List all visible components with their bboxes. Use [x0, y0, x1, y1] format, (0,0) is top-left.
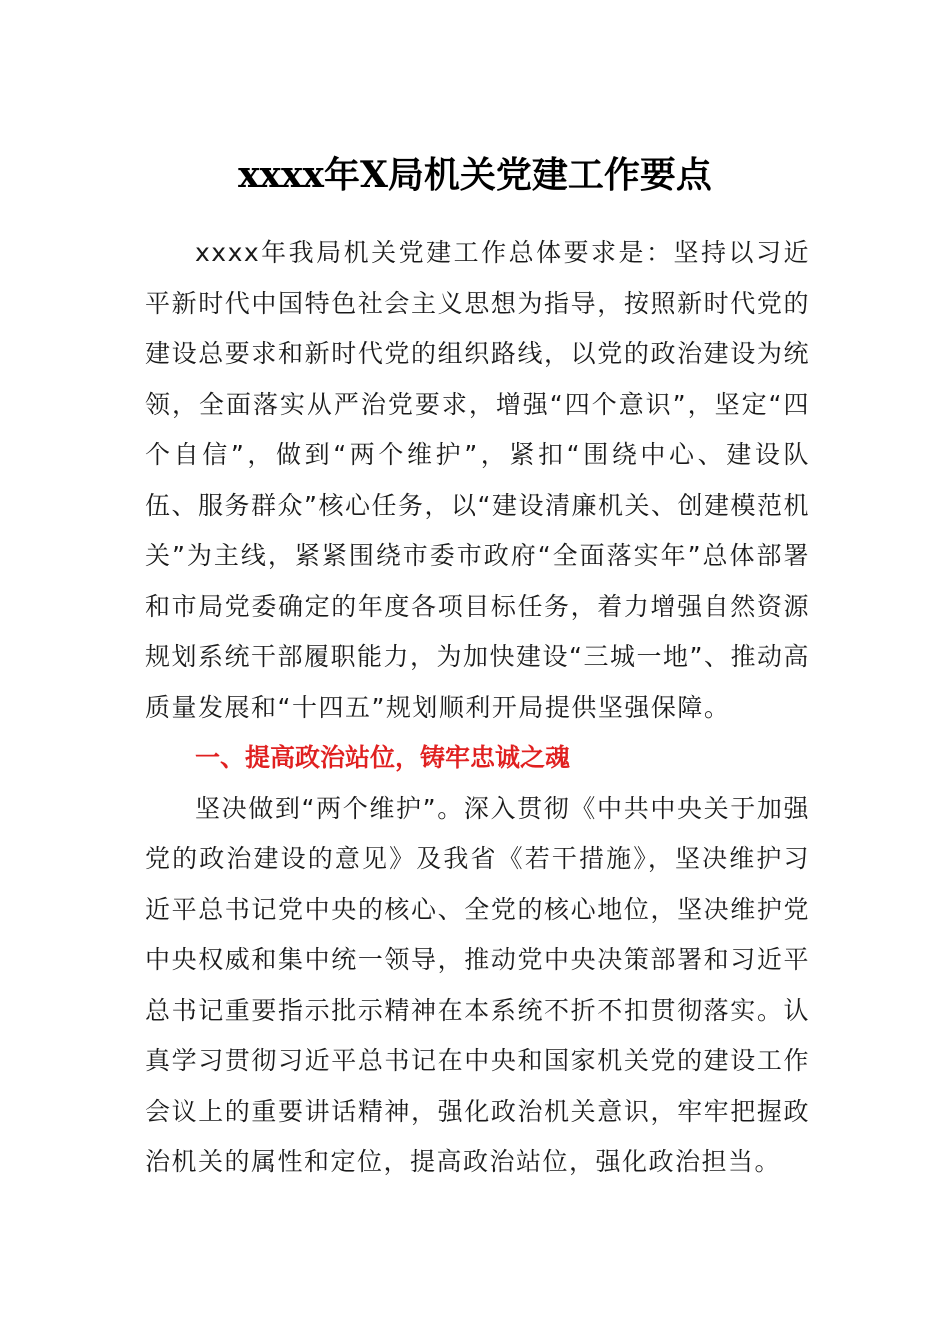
- section-heading-1: 一、提高政治站位，铸牢忠诚之魂: [195, 743, 571, 772]
- page-title: xxxx年X局机关党建工作要点: [238, 154, 712, 196]
- intro-paragraph: xxxx年我局机关党建工作总体要求是：坚持以习近平新时代中国特色社会主义思想为指导，按照新时代党的建设总要求和新时代党的组织路线，以党的政治建设为统领，全面落实从严治党要求，增强“四个意识”，坚定“四个自信”，做到“两个维护”，紧扣“围绕中心、建设队伍、服务群众”核心任务，以“建设清廉机关、创建模范机关”为主线，紧紧围绕市委市政府“全面落实年”总体部署和市局党委确定的年度各项目标任务，着力增强自然资源规划系统干部履职能力，为加快建设“三城一地”、推动高质量发展和“十四五”规划顺利开局提供坚强保障。: [145, 238, 810, 722]
- document-body: [145, 228, 810, 1188]
- section-paragraph-1: 坚决做到“两个维护”。深入贯彻《中共中央关于加强党的政治建设的意见》及我省《若干措施》，坚决维护习近平总书记党中央的核心、全党的核心地位，坚决维护党中央权威和集中统一领导，推动党中央决策部署和习近平总书记重要指示批示精神在本系统不折不扣贯彻落实。认真学习贯彻习近平总书记在中央和国家机关党的建设工作会议上的重要讲话精神，强化政治机关意识，牢牢把握政治机关的属性和定位，提高政治站位，强化政治担当。: [145, 793, 810, 1176]
